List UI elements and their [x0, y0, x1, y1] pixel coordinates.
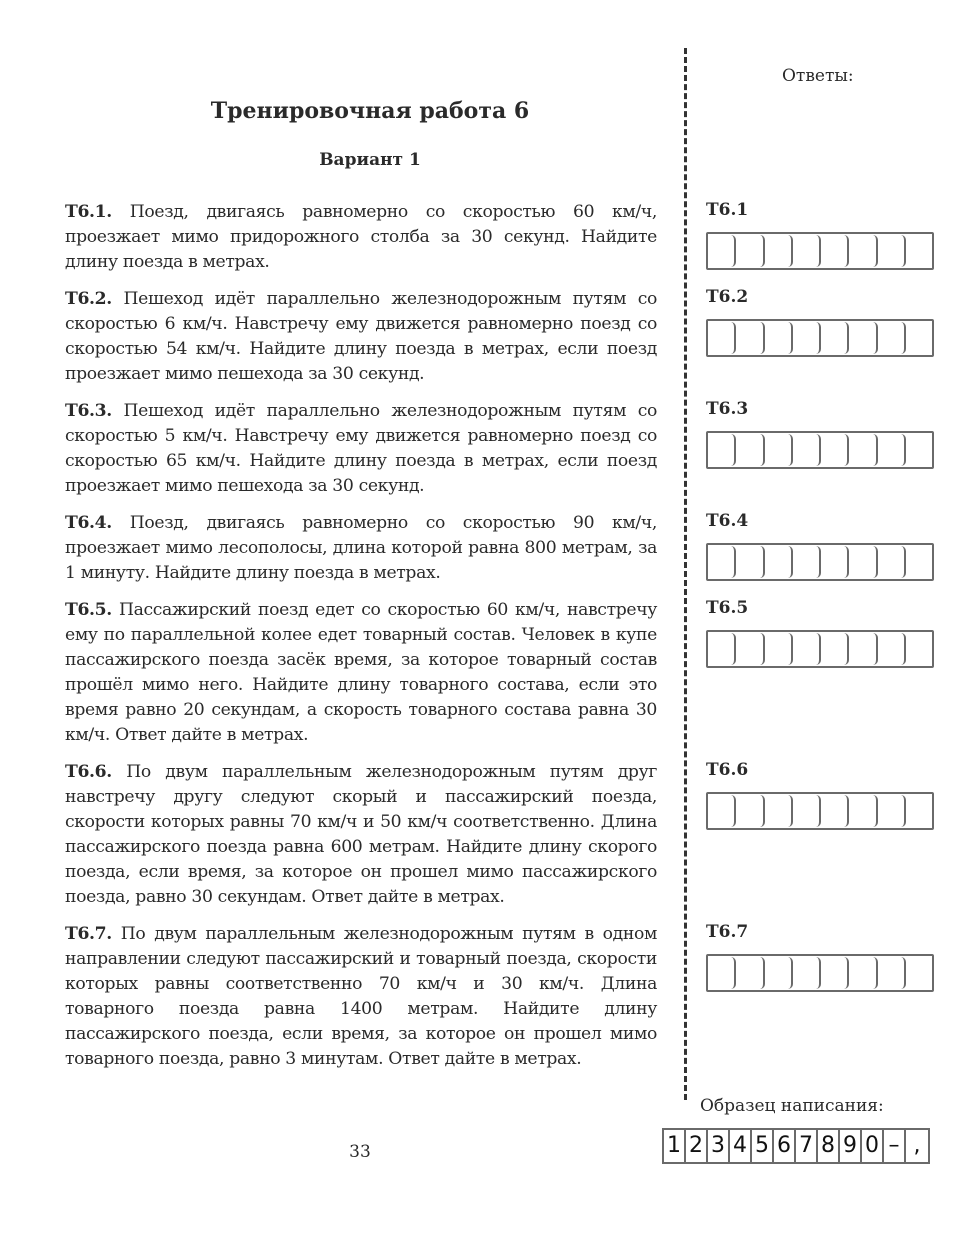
sample-char: 6 — [774, 1130, 796, 1162]
sample-writing-label: Образец написания: — [700, 1096, 884, 1116]
answer-cell[interactable] — [906, 957, 932, 989]
answer-cell[interactable] — [878, 957, 906, 989]
sample-writing-row — [662, 1128, 930, 1164]
answer-label-t6-4: Т6.4 — [706, 511, 749, 531]
answer-cell[interactable] — [906, 795, 932, 827]
problem-number: Т6.3. — [65, 401, 112, 421]
sample-char: 9 — [840, 1130, 862, 1162]
answer-cell[interactable] — [906, 633, 932, 665]
answer-field-t6-2[interactable] — [706, 319, 934, 357]
problem-number: Т6.5. — [65, 600, 112, 620]
problem-t6-3 — [65, 399, 657, 499]
answer-cell[interactable] — [736, 795, 764, 827]
answer-cell[interactable] — [878, 235, 906, 267]
answer-field-t6-6[interactable] — [706, 792, 934, 830]
answer-cell[interactable] — [765, 235, 793, 267]
answer-label-t6-2: Т6.2 — [706, 287, 749, 307]
page-number: 33 — [349, 1142, 371, 1162]
answer-label-t6-3: Т6.3 — [706, 399, 749, 419]
answer-cell[interactable] — [849, 546, 877, 578]
answer-label-t6-7: Т6.7 — [706, 922, 749, 942]
problem-number: Т6.4. — [65, 513, 112, 533]
answer-field-t6-1[interactable] — [706, 232, 934, 270]
sample-char: , — [913, 1133, 921, 1158]
answer-cell[interactable] — [821, 795, 849, 827]
answer-cell[interactable] — [906, 434, 932, 466]
answer-cell[interactable] — [793, 633, 821, 665]
answer-field-t6-3[interactable] — [706, 431, 934, 469]
answer-field-t6-4[interactable] — [706, 543, 934, 581]
sample-char: 2 — [686, 1130, 708, 1162]
page-title: Тренировочная работа 6 — [210, 98, 530, 124]
problem-number: Т6.2. — [65, 289, 112, 309]
answer-cell[interactable] — [765, 633, 793, 665]
problem-t6-1 — [65, 200, 657, 275]
answer-cell[interactable] — [878, 546, 906, 578]
problem-number: Т6.7. — [65, 924, 112, 944]
problem-text: Поезд, двигаясь равномерно со скоростью 60 км/ч, проезжает мимо придорожного столба за 30 секунд. Найдите длину поезда в метрах. — [65, 202, 657, 272]
answer-cell[interactable] — [793, 322, 821, 354]
problem-text: По двум параллельным железнодорожным путям в одном направлении следуют пассажирский и товарный поезда, скорости которых равны соответственно 70 км/ч и 30 км/ч. Длина товарного поезда равна 1400 метрам. Найдите длину пассажирского поезда, если время, за которое он прошел мимо товарного поезда, равно 3 минутам. Ответ дайте в метрах. — [65, 924, 657, 1069]
sample-char: 0 — [862, 1130, 884, 1162]
answer-cell[interactable] — [765, 795, 793, 827]
answer-cell[interactable] — [906, 322, 932, 354]
problem-number: Т6.1. — [65, 202, 112, 222]
problem-t6-6 — [65, 760, 657, 910]
problem-text: Поезд, двигаясь равномерно со скоростью 90 км/ч, проезжает мимо лесополосы, длина которой равна 800 метрам, за 1 минуту. Найдите длину поезда в метрах. — [65, 513, 657, 583]
answer-cell[interactable] — [736, 322, 764, 354]
problem-text: Пешеход идёт параллельно железнодорожным путям со скоростью 5 км/ч. Навстречу ему движется равномерно поезд со скоростью 65 км/ч. Найдите длину поезда в метрах, если поезд проезжает мимо пешехода за 30 секунд. — [65, 401, 657, 496]
answer-cell[interactable] — [878, 633, 906, 665]
answer-cell[interactable] — [878, 322, 906, 354]
answer-cell[interactable] — [736, 546, 764, 578]
answer-cell[interactable] — [793, 795, 821, 827]
sample-char: – — [884, 1130, 906, 1162]
answer-cell[interactable] — [708, 633, 736, 665]
sample-char: 3 — [708, 1130, 730, 1162]
answer-cell[interactable] — [793, 235, 821, 267]
answer-cell[interactable] — [849, 235, 877, 267]
answer-cell[interactable] — [765, 546, 793, 578]
answer-cell[interactable] — [878, 434, 906, 466]
answer-cell[interactable] — [849, 633, 877, 665]
answer-cell[interactable] — [708, 322, 736, 354]
problem-t6-7 — [65, 922, 657, 1072]
problem-text: По двум параллельным железнодорожным путям друг навстречу другу следуют скорый и пассажирский поезда, скорости которых равны 70 км/ч и 50 км/ч соответственно. Длина пассажирского поезда равна 600 метрам. Найдите длину скорого поезда, если время, за которое он прошел мимо пассажирского поезда, равно 30 секундам. Ответ дайте в метрах. — [65, 762, 657, 907]
answer-cell[interactable] — [765, 957, 793, 989]
answer-cell[interactable] — [821, 546, 849, 578]
variant-subtitle: Вариант 1 — [319, 150, 421, 170]
answer-field-t6-5[interactable] — [706, 630, 934, 668]
answer-cell[interactable] — [708, 235, 736, 267]
answer-cell[interactable] — [821, 235, 849, 267]
answer-cell[interactable] — [765, 434, 793, 466]
answer-label-t6-1: Т6.1 — [706, 200, 749, 220]
sample-char: 7 — [796, 1130, 818, 1162]
answer-cell[interactable] — [821, 633, 849, 665]
answer-label-t6-5: Т6.5 — [706, 598, 749, 618]
answer-field-t6-7[interactable] — [706, 954, 934, 992]
answer-cell[interactable] — [906, 546, 932, 578]
sample-char: 5 — [752, 1130, 774, 1162]
answer-cell[interactable] — [821, 957, 849, 989]
answer-cell[interactable] — [793, 434, 821, 466]
answer-cell[interactable] — [708, 546, 736, 578]
problem-number: Т6.6. — [65, 762, 112, 782]
answer-cell[interactable] — [765, 322, 793, 354]
answer-cell[interactable] — [736, 633, 764, 665]
answer-cell[interactable] — [849, 957, 877, 989]
problem-text: Пешеход идёт параллельно железнодорожным путям со скоростью 6 км/ч. Навстречу ему движется равномерно поезд со скоростью 54 км/ч. Найдите длину поезда в метрах, если поезд проезжает мимо пешехода за 30 секунд. — [65, 289, 657, 384]
answer-cell[interactable] — [736, 957, 764, 989]
cut-line-divider — [684, 48, 687, 1100]
answer-cell[interactable] — [736, 235, 764, 267]
answer-cell[interactable] — [793, 957, 821, 989]
answer-cell[interactable] — [708, 434, 736, 466]
sample-char: 8 — [818, 1130, 840, 1162]
problem-text: Пассажирский поезд едет со скоростью 60 км/ч, навстречу ему по параллельной колее едет товарный состав. Человек в купе пассажирского поезда засёк время, за которое товарный состав прошёл мимо него. Найдите длину товарного состава, если это время равно 20 секундам, а скорость товарного состава равна 30 км/ч. Ответ дайте в метрах. — [65, 600, 657, 745]
problem-t6-5 — [65, 598, 657, 748]
sample-char: 4 — [730, 1130, 752, 1162]
answer-cell[interactable] — [906, 235, 932, 267]
sample-char: 1 — [664, 1130, 686, 1162]
problem-t6-4 — [65, 511, 657, 586]
answer-cell[interactable] — [821, 434, 849, 466]
answer-cell[interactable] — [849, 434, 877, 466]
answer-cell[interactable] — [793, 546, 821, 578]
answer-cell[interactable] — [708, 795, 736, 827]
answer-cell[interactable] — [821, 322, 849, 354]
answer-cell[interactable] — [849, 795, 877, 827]
answer-cell[interactable] — [849, 322, 877, 354]
problem-t6-2 — [65, 287, 657, 387]
answer-label-t6-6: Т6.6 — [706, 760, 749, 780]
answers-title: Ответы: — [782, 66, 854, 86]
answer-cell[interactable] — [708, 957, 736, 989]
answer-cell[interactable] — [878, 795, 906, 827]
answer-cell[interactable] — [736, 434, 764, 466]
